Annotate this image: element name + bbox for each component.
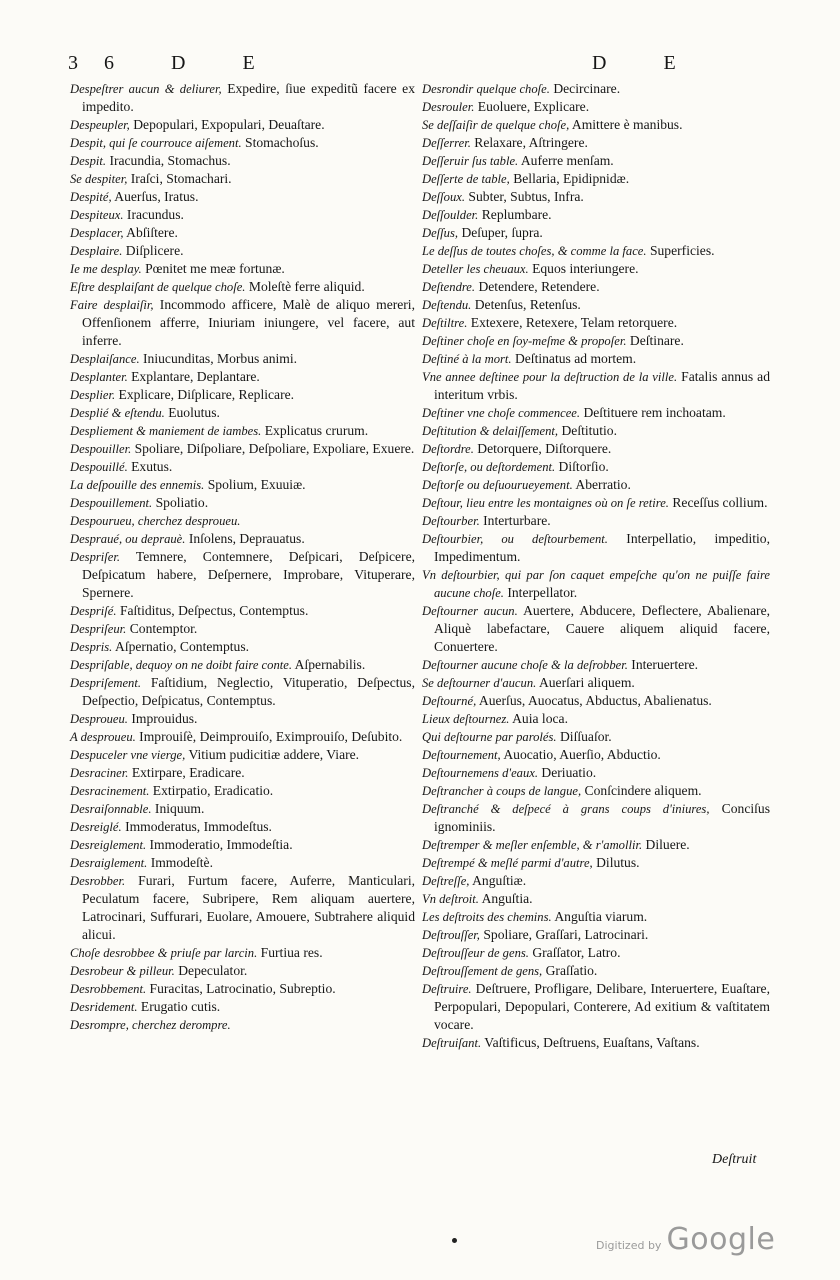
- entry-latin: Explantare, Deplantare.: [131, 369, 260, 384]
- dictionary-entry: [70, 368, 415, 386]
- running-header-right: D E: [592, 52, 702, 74]
- dictionary-entry: [70, 260, 415, 278]
- entry-headword: Vn deſtourbier, qui par ſon caquet empeſche qu'on ne puiſſe faire aucune choſe.: [422, 568, 770, 600]
- page-number: 36: [68, 52, 140, 74]
- entry-headword: Deſſus,: [422, 226, 459, 240]
- dictionary-entry: [70, 674, 415, 710]
- entry-latin: Conſcindere aliquem.: [584, 783, 702, 798]
- entry-latin: Aberratio.: [575, 477, 631, 492]
- entry-latin: Auertere, Abducere, Deflectere, Abalienare, Aliquè labefactare, Cauere aliquem aliquid facere, Conuertere.: [434, 603, 771, 654]
- entry-latin: Auia loca.: [512, 711, 568, 726]
- entry-headword: Despuceler vne vierge,: [70, 748, 186, 762]
- entry-latin: Furtiua res.: [260, 945, 323, 960]
- entry-headword: Desrompre, cherchez derompre.: [70, 1018, 231, 1032]
- entry-latin: Faſtidium, Neglectio, Vituperatio, Deſpectus, Deſpectio, Deſpicatus, Contemptus.: [82, 675, 415, 708]
- dictionary-entry: [422, 368, 770, 404]
- entry-latin: Diſplicere.: [125, 243, 184, 258]
- entry-headword: Despriſable, dequoy on ne doibt faire conte.: [70, 658, 292, 672]
- dictionary-entry: [70, 728, 415, 746]
- entry-headword: Desplanter.: [70, 370, 128, 384]
- entry-headword: Deſſoulder.: [422, 208, 479, 222]
- entry-latin: Exutus.: [131, 459, 173, 474]
- left-column: [70, 80, 415, 1034]
- entry-headword: Deſſerrer.: [422, 136, 471, 150]
- entry-headword: Deſtendu.: [422, 298, 472, 312]
- dictionary-entry: [422, 296, 770, 314]
- entry-headword: Deſtruire.: [422, 982, 472, 996]
- entry-headword: Qui deſtourne par parolés.: [422, 730, 557, 744]
- dictionary-entry: [70, 818, 415, 836]
- entry-headword: Ie me desplay.: [70, 262, 142, 276]
- dictionary-entry: [70, 134, 415, 152]
- dictionary-entry: [422, 278, 770, 296]
- ink-dot: [452, 1238, 457, 1243]
- dictionary-entry: [422, 80, 770, 98]
- entry-headword: Deſtiné à la mort.: [422, 352, 512, 366]
- entry-headword: Deſtitution & delaiſſement,: [422, 424, 559, 438]
- dictionary-entry: [422, 332, 770, 350]
- entry-latin: Interturbare.: [483, 513, 551, 528]
- dictionary-entry: [422, 476, 770, 494]
- entry-headword: Deſtrouſſeur de gens.: [422, 946, 529, 960]
- entry-headword: Les deſtroits des chemins.: [422, 910, 552, 924]
- entry-headword: Desraiſonnable.: [70, 802, 152, 816]
- entry-headword: Desreiglement.: [70, 838, 147, 852]
- dictionary-entry: [70, 116, 415, 134]
- entry-headword: Deſtendre.: [422, 280, 476, 294]
- entry-headword: Despouillement.: [70, 496, 153, 510]
- dictionary-entry: [422, 908, 770, 926]
- entry-latin: Iracundus.: [126, 207, 184, 222]
- entry-latin: Immodeſtè.: [150, 855, 213, 870]
- entry-headword: Desplacer,: [70, 226, 124, 240]
- dictionary-entry: [70, 494, 415, 512]
- dictionary-entry: [422, 422, 770, 440]
- entry-latin: Pœnitet me meæ fortunæ.: [145, 261, 285, 276]
- dictionary-entry: [70, 188, 415, 206]
- dictionary-entry: [70, 962, 415, 980]
- dictionary-entry: [70, 404, 415, 422]
- dictionary-entry: [70, 296, 415, 350]
- entry-headword: Despouiller.: [70, 442, 132, 456]
- dictionary-entry: [422, 656, 770, 674]
- dictionary-entry: [422, 98, 770, 116]
- entry-latin: Deſtinatus ad mortem.: [514, 351, 637, 366]
- entry-headword: Desplié & eſtendu.: [70, 406, 165, 420]
- entry-latin: Detenſus, Retenſus.: [474, 297, 581, 312]
- dictionary-entry: [422, 512, 770, 530]
- entry-headword: Desreiglé.: [70, 820, 122, 834]
- dictionary-entry: [422, 980, 770, 1034]
- entry-latin: Auocatio, Auerſio, Abductio.: [503, 747, 661, 762]
- entry-latin: Deſuper, ſupra.: [461, 225, 543, 240]
- dictionary-entry: [70, 422, 415, 440]
- entry-latin: Deſtitutio.: [561, 423, 617, 438]
- entry-latin: Fatalis annus ad interitum vrbis.: [434, 369, 770, 402]
- dictionary-entry: [422, 260, 770, 278]
- entry-headword: Deſtourné,: [422, 694, 477, 708]
- dictionary-entry: [422, 530, 770, 566]
- dictionary-entry: [70, 998, 415, 1016]
- entry-headword: Deſtiner choſe en ſoy-meſme & propoſer.: [422, 334, 627, 348]
- entry-latin: Erugatio cutis.: [140, 999, 221, 1014]
- entry-latin: Depeculator.: [178, 963, 248, 978]
- entry-latin: Deriuatio.: [541, 765, 597, 780]
- entry-headword: Se despiter,: [70, 172, 128, 186]
- entry-headword: Despouillé.: [70, 460, 128, 474]
- dictionary-entry: [70, 224, 415, 242]
- entry-latin: Inſolens, Deprauatus.: [188, 531, 305, 546]
- dictionary-entry: [422, 494, 770, 512]
- entry-latin: Equos interiungere.: [532, 261, 639, 276]
- dictionary-entry: [70, 872, 415, 944]
- entry-headword: Desrobeur & pilleur.: [70, 964, 175, 978]
- dictionary-entry: [422, 170, 770, 188]
- entry-headword: Deſtorſe ou deſuourueyement.: [422, 478, 573, 492]
- entry-latin: Furacitas, Latrocinatio, Subreptio.: [149, 981, 336, 996]
- entry-latin: Interuertere.: [631, 657, 699, 672]
- entry-headword: Se deſſaiſir de quelque choſe,: [422, 118, 570, 132]
- entry-latin: Deſtruere, Profligare, Delibare, Interuertere, Euaſtare, Perpopulari, Depopulari, Conterere, Ad exitium & vaſtitatem vocare.: [434, 981, 770, 1032]
- entry-latin: Deſtinare.: [629, 333, 684, 348]
- entry-headword: Desplaire.: [70, 244, 123, 258]
- entry-latin: Subter, Subtus, Infra.: [468, 189, 584, 204]
- entry-latin: Auerſari aliquem.: [538, 675, 635, 690]
- entry-latin: Aſpernatio, Contemptus.: [115, 639, 250, 654]
- entry-latin: Replumbare.: [481, 207, 552, 222]
- dictionary-entry: [422, 314, 770, 332]
- entry-latin: Detorquere, Diſtorquere.: [477, 441, 612, 456]
- entry-latin: Anguſtia viarum.: [554, 909, 648, 924]
- entry-latin: Expedire, ſiue expeditũ facere ex impedito.: [82, 81, 415, 114]
- entry-headword: Despourueu, cherchez desproueu.: [70, 514, 241, 528]
- dictionary-entry: [422, 566, 770, 602]
- dictionary-entry: [70, 458, 415, 476]
- entry-headword: Deſtorſe, ou deſtordement.: [422, 460, 556, 474]
- entry-headword: Desplaiſance.: [70, 352, 140, 366]
- entry-latin: Amittere è manibus.: [571, 117, 683, 132]
- entry-headword: Desplier.: [70, 388, 116, 402]
- dictionary-entry: [70, 548, 415, 602]
- entry-headword: Deſſeruir ſus table.: [422, 154, 519, 168]
- right-column: [422, 80, 770, 1052]
- entry-headword: Deſtrouſſement de gens,: [422, 964, 543, 978]
- dictionary-entry: [70, 620, 415, 638]
- dictionary-entry: [422, 458, 770, 476]
- entry-headword: Desrouler.: [422, 100, 475, 114]
- entry-headword: Desrobbement.: [70, 982, 147, 996]
- header-letters-left: D E: [171, 52, 281, 74]
- dictionary-entry: [70, 944, 415, 962]
- entry-headword: Despriſer.: [70, 550, 121, 564]
- dictionary-entry: [70, 440, 415, 458]
- entry-headword: Vne annee deſtinee pour la deſtruction de la ville.: [422, 370, 678, 384]
- entry-headword: Deſtiner vne choſe commencee.: [422, 406, 581, 420]
- entry-latin: Anguſtiæ.: [472, 873, 527, 888]
- dictionary-entry: [422, 854, 770, 872]
- entry-latin: Explicare, Diſplicare, Replicare.: [118, 387, 295, 402]
- dictionary-entry: [422, 602, 770, 656]
- entry-headword: Despit.: [70, 154, 107, 168]
- dictionary-entry: [70, 836, 415, 854]
- entry-latin: Immoderatio, Immodeſtia.: [149, 837, 293, 852]
- entry-latin: Diſtorſio.: [558, 459, 609, 474]
- entry-headword: Faire desplaiſir,: [70, 298, 154, 312]
- entry-headword: Despriſeur.: [70, 622, 127, 636]
- entry-headword: Desrondir quelque choſe.: [422, 82, 550, 96]
- dictionary-entry: [422, 782, 770, 800]
- entry-latin: Temnere, Contemnere, Deſpicari, Deſpicere, Deſpicatum habere, Deſpernere, Improbare, Vituperare, Spernere.: [82, 549, 416, 600]
- dictionary-entry: [422, 224, 770, 242]
- entry-latin: Iraſci, Stomachari.: [130, 171, 232, 186]
- entry-latin: Graſſatio.: [545, 963, 598, 978]
- entry-latin: Aſpernabilis.: [294, 657, 366, 672]
- entry-headword: Deſtourner aucune choſe & la deſrobber.: [422, 658, 628, 672]
- entry-headword: Deſtourbier, ou deſtourbement.: [422, 532, 608, 546]
- dictionary-entry: [70, 386, 415, 404]
- entry-latin: Improuidus.: [131, 711, 198, 726]
- dictionary-entry: [422, 692, 770, 710]
- dictionary-entry: [422, 674, 770, 692]
- entry-headword: Deteller les cheuaux.: [422, 262, 529, 276]
- dictionary-entry: [422, 350, 770, 368]
- dictionary-entry: [422, 836, 770, 854]
- entry-latin: Stomachoſus.: [245, 135, 319, 150]
- entry-headword: Despliement & maniement de iambes.: [70, 424, 262, 438]
- entry-latin: Improuiſè, Deimprouiſo, Eximprouiſo, Deſubito.: [139, 729, 403, 744]
- entry-headword: Despriſé.: [70, 604, 117, 618]
- entry-latin: Bellaria, Epidipnidæ.: [513, 171, 630, 186]
- entry-latin: Extirpatio, Eradicatio.: [152, 783, 274, 798]
- entry-latin: Euolutus.: [168, 405, 220, 420]
- entry-headword: La deſpouille des ennemis.: [70, 478, 205, 492]
- dictionary-entry: [422, 944, 770, 962]
- catchword: Deſtruit: [712, 1152, 757, 1167]
- entry-headword: Desridement.: [70, 1000, 138, 1014]
- entry-latin: Extirpare, Eradicare.: [131, 765, 245, 780]
- entry-headword: Deſſerte de table,: [422, 172, 510, 186]
- digitized-watermark: [596, 1222, 775, 1257]
- dictionary-entry: [70, 206, 415, 224]
- entry-headword: Deſtranché & deſpecé à grans coups d'iniures,: [422, 802, 710, 816]
- entry-headword: Eſtre desplaiſant de quelque choſe.: [70, 280, 246, 294]
- entry-headword: Deſtrempé & meſlé parmi d'autre,: [422, 856, 593, 870]
- entry-latin: Extexere, Retexere, Telam retorquere.: [470, 315, 678, 330]
- dictionary-entry: [70, 170, 415, 188]
- entry-headword: Deſtruiſant.: [422, 1036, 482, 1050]
- entry-headword: Choſe desrobbee & priuſe par larcin.: [70, 946, 258, 960]
- dictionary-entry: [70, 242, 415, 260]
- entry-latin: Immoderatus, Immodeſtus.: [125, 819, 272, 834]
- entry-headword: Deſtournement,: [422, 748, 501, 762]
- entry-latin: Incommodo afficere, Malè de aliquo mereri, Offenſionem afferre, Iniuriam iniungere, vel facere, aut inferre.: [82, 297, 415, 348]
- dictionary-entry: [70, 746, 415, 764]
- dictionary-entry: [70, 710, 415, 728]
- entry-latin: Dilutus.: [596, 855, 640, 870]
- dictionary-entry: [70, 764, 415, 782]
- entry-latin: Decircinare.: [553, 81, 621, 96]
- entry-headword: Le deſſus de toutes choſes, & comme la face.: [422, 244, 647, 258]
- dictionary-entry: [70, 602, 415, 620]
- entry-headword: Despraué, ou deprauè.: [70, 532, 186, 546]
- entry-headword: Deſtreſſe,: [422, 874, 470, 888]
- entry-headword: Deſtour, lieu entre les montaignes où on ſe retire.: [422, 496, 669, 510]
- entry-latin: Explicatus crurum.: [264, 423, 369, 438]
- entry-latin: Deſtituere rem inchoatam.: [583, 405, 726, 420]
- dictionary-entry: [422, 800, 770, 836]
- running-header-left: [68, 52, 281, 75]
- entry-latin: Spoliare, Graſſari, Latrocinari.: [483, 927, 649, 942]
- dictionary-entry: [70, 638, 415, 656]
- entry-headword: A desproueu.: [70, 730, 136, 744]
- entry-headword: Desraiglement.: [70, 856, 148, 870]
- entry-headword: Deſtourner aucun.: [422, 604, 518, 618]
- entry-headword: Deſtrouſſer,: [422, 928, 480, 942]
- dictionary-entry: [422, 926, 770, 944]
- entry-headword: Deſtordre.: [422, 442, 474, 456]
- entry-latin: Euoluere, Explicare.: [477, 99, 590, 114]
- entry-latin: Spolium, Exuuiæ.: [207, 477, 306, 492]
- entry-latin: Spoliare, Diſpoliare, Deſpoliare, Expoliare, Exuere.: [134, 441, 415, 456]
- dictionary-entry: [422, 962, 770, 980]
- watermark-prefix: Digitized by: [596, 1239, 662, 1252]
- entry-latin: Depopulari, Expopulari, Deuaſtare.: [133, 117, 325, 132]
- dictionary-entry: [422, 404, 770, 422]
- entry-latin: Relaxare, Aſtringere.: [474, 135, 588, 150]
- entry-latin: Auerſus, Auocatus, Abductus, Abalienatus.: [478, 693, 712, 708]
- entry-headword: Deſtournemens d'eaux.: [422, 766, 539, 780]
- entry-headword: Deſtremper & meſler enſemble, & r'amollir.: [422, 838, 643, 852]
- dictionary-entry: [70, 980, 415, 998]
- entry-latin: Graſſator, Latro.: [532, 945, 621, 960]
- entry-latin: Iracundia, Stomachus.: [109, 153, 231, 168]
- dictionary-entry: [70, 350, 415, 368]
- entry-latin: Detendere, Retendere.: [478, 279, 600, 294]
- entry-latin: Abſiſtere.: [126, 225, 178, 240]
- entry-headword: Despriſement.: [70, 676, 141, 690]
- entry-headword: Deſtrancher à coups de langue,: [422, 784, 582, 798]
- entry-latin: Interpellator.: [507, 585, 578, 600]
- watermark-brand: Google: [666, 1222, 776, 1257]
- entry-latin: Vaſtificus, Deſtruens, Euaſtans, Vaſtans.: [484, 1035, 700, 1050]
- entry-headword: Despit, qui ſe courrouce aiſement.: [70, 136, 242, 150]
- dictionary-entry: [422, 152, 770, 170]
- dictionary-entry: [422, 206, 770, 224]
- entry-latin: Receſſus collium.: [672, 495, 768, 510]
- dictionary-entry: [422, 710, 770, 728]
- dictionary-entry: [70, 530, 415, 548]
- dictionary-entry: [70, 782, 415, 800]
- dictionary-entry: [422, 134, 770, 152]
- entry-latin: Conciſus ignominiis.: [434, 801, 770, 834]
- dictionary-entry: [422, 188, 770, 206]
- dictionary-entry: [422, 890, 770, 908]
- entry-latin: Superficies.: [649, 243, 715, 258]
- entry-headword: Lieux deſtournez.: [422, 712, 510, 726]
- entry-latin: Faſtiditus, Deſpectus, Contemptus.: [119, 603, 309, 618]
- entry-headword: Desraciner.: [70, 766, 129, 780]
- dictionary-entry: [70, 854, 415, 872]
- entry-latin: Contemptor.: [129, 621, 198, 636]
- entry-headword: Desproueu.: [70, 712, 128, 726]
- entry-latin: Diſſuaſor.: [559, 729, 612, 744]
- dictionary-entry: [70, 476, 415, 494]
- entry-latin: Auferre menſam.: [520, 153, 614, 168]
- entry-headword: Desracinement.: [70, 784, 150, 798]
- dictionary-entry: [422, 440, 770, 458]
- entry-latin: Iniquum.: [154, 801, 205, 816]
- entry-latin: Furari, Furtum facere, Auferre, Manticulari, Peculatum facere, Subripere, Rem aliquam auertere, Latrocinari, Suffurari, Euolare, Amouere, Subtrahere aliquid alicui.: [82, 873, 415, 942]
- entry-latin: Moleſtè ferre aliquid.: [248, 279, 365, 294]
- entry-latin: Spoliatio.: [155, 495, 209, 510]
- entry-latin: Diluere.: [645, 837, 690, 852]
- dictionary-entry: [70, 1016, 415, 1034]
- dictionary-entry: [422, 1034, 770, 1052]
- dictionary-entry: [70, 512, 415, 530]
- dictionary-entry: [70, 278, 415, 296]
- entry-headword: Deſſoux.: [422, 190, 466, 204]
- entry-headword: Despris.: [70, 640, 113, 654]
- entry-headword: Se deſtourner d'aucun.: [422, 676, 537, 690]
- dictionary-entry: [422, 242, 770, 260]
- entry-headword: Vn deſtroit.: [422, 892, 479, 906]
- dictionary-entry: [70, 800, 415, 818]
- dictionary-entry: [422, 746, 770, 764]
- entry-latin: Interpellatio, impeditio, Impedimentum.: [434, 531, 770, 564]
- dictionary-entry: [70, 656, 415, 674]
- entry-latin: Auerſus, Iratus.: [114, 189, 199, 204]
- entry-latin: Vitium pudicitiæ addere, Viare.: [188, 747, 360, 762]
- dictionary-entry: [422, 764, 770, 782]
- dictionary-entry: [70, 152, 415, 170]
- dictionary-entry: [422, 728, 770, 746]
- dictionary-entry: [422, 116, 770, 134]
- entry-headword: Desrobber.: [70, 874, 126, 888]
- entry-headword: Deſtiltre.: [422, 316, 468, 330]
- dictionary-entry: [422, 872, 770, 890]
- entry-headword: Despeſtrer aucun & deliurer,: [70, 82, 222, 96]
- dictionary-entry: [70, 80, 415, 116]
- entry-headword: Deſtourber.: [422, 514, 480, 528]
- entry-headword: Despiteux.: [70, 208, 124, 222]
- entry-headword: Despité,: [70, 190, 112, 204]
- entry-latin: Iniucunditas, Morbus animi.: [143, 351, 298, 366]
- entry-latin: Anguſtia.: [481, 891, 533, 906]
- entry-headword: Despeupler,: [70, 118, 130, 132]
